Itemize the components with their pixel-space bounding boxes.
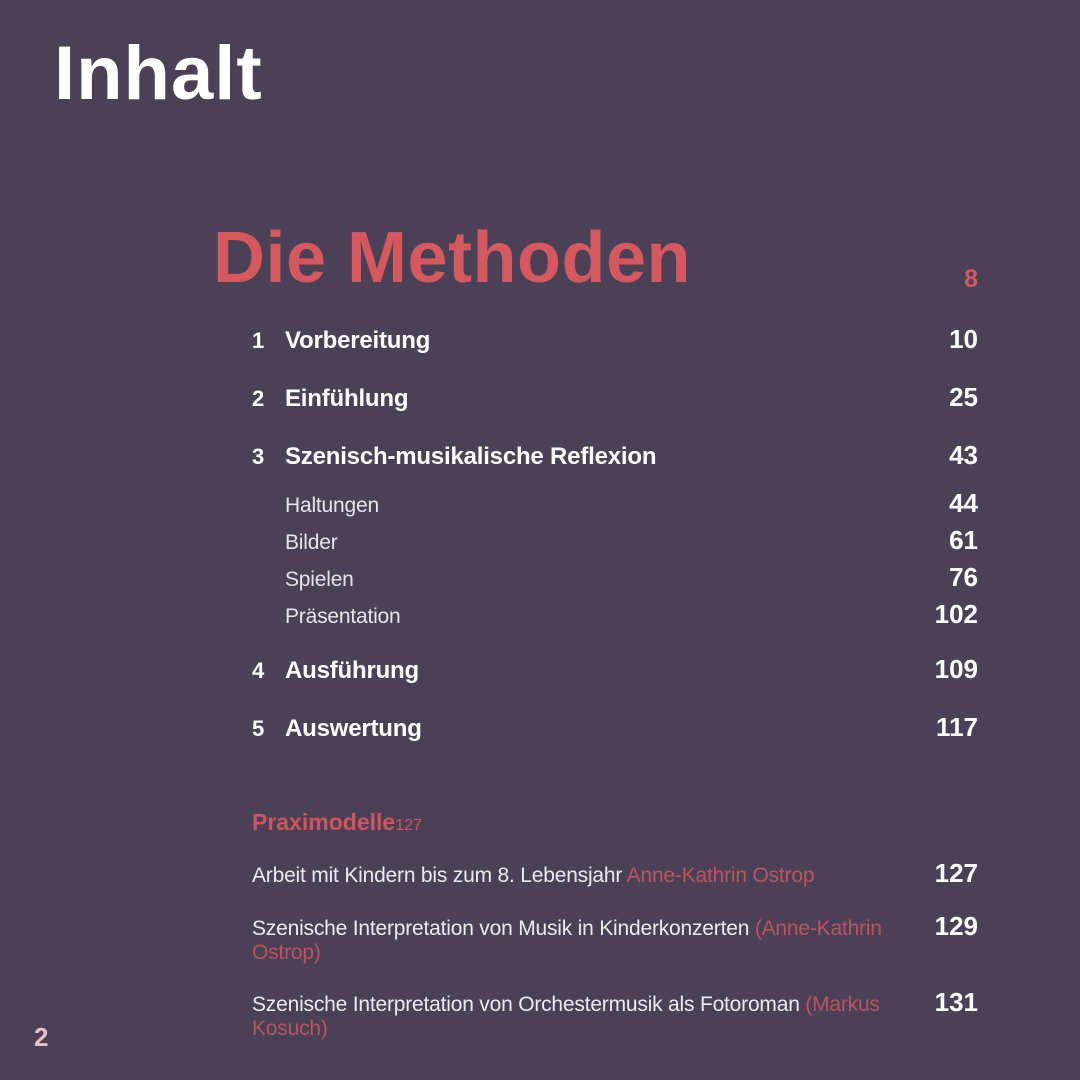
toc-entry-chapter-4[interactable] (213, 654, 978, 685)
chapter-page-number: 117 (936, 712, 978, 742)
chapter-number: 4 (252, 658, 265, 683)
chapter-label: Auswertung (285, 715, 422, 742)
subsection-page-number: 76 (949, 562, 978, 592)
chapter-number: 2 (252, 386, 265, 411)
toc-entry-chapter-5[interactable] (213, 712, 978, 743)
toc-entry-subsection[interactable] (213, 488, 978, 519)
praxis-item-label (252, 993, 935, 1041)
chapter-page-number: 43 (949, 440, 978, 470)
praxis-item-author: (Markus Kosuch) (252, 993, 880, 1040)
praxis-item-text: Szenische Interpretation von Musik in Kinderkonzerten (252, 917, 755, 940)
toc-entry-praxis-item[interactable] (213, 911, 978, 965)
chapter-page-number: 10 (949, 324, 978, 354)
table-of-contents (213, 218, 978, 1041)
subsection-page-number: 44 (949, 488, 978, 518)
chapter-page-number: 25 (949, 382, 978, 412)
chapter-number: 3 (252, 444, 265, 469)
subsection-page-number: 102 (934, 599, 978, 629)
chapter-page-number: 109 (934, 654, 978, 684)
chapter-number: 5 (252, 716, 265, 741)
praxis-item-author: (Anne-Kathrin Ostrop) (252, 917, 882, 964)
praxis-item-author: Anne-Kathrin Ostrop (626, 864, 815, 887)
subsection-label: Spielen (285, 568, 354, 591)
praxis-item-page-number: 131 (934, 987, 978, 1017)
toc-entry-praxis-item[interactable] (213, 858, 978, 889)
toc-entry-praxis-section[interactable] (213, 809, 978, 836)
praxis-item-label (252, 864, 814, 888)
praxis-item-text: Szenische Interpretation von Orchestermusik als Fotoroman (252, 993, 806, 1016)
chapter-number: 1 (252, 328, 265, 353)
toc-entry-chapter-2[interactable] (213, 382, 978, 413)
praxis-item-page-number: 127 (934, 858, 978, 888)
section-heading-row (213, 218, 978, 298)
subsection-page-number: 61 (949, 525, 978, 555)
chapter-label: Einfühlung (285, 385, 409, 412)
toc-entry-chapter-1[interactable] (213, 324, 978, 355)
toc-entry-subsection[interactable] (213, 562, 978, 593)
toc-entry-praxis-item[interactable] (213, 987, 978, 1041)
section-title[interactable]: Die Methoden (213, 218, 692, 298)
praxis-item-label (252, 917, 935, 965)
subsection-label: Präsentation (285, 605, 401, 628)
chapter-label: Ausführung (285, 657, 419, 684)
subsection-label: Haltungen (285, 494, 379, 517)
toc-entry-chapter-3[interactable] (213, 440, 978, 471)
section-page-number[interactable]: 8 (964, 265, 978, 293)
toc-entry-subsection[interactable] (213, 599, 978, 630)
footer-page-number: 2 (34, 1022, 49, 1052)
subsection-label: Bilder (285, 531, 338, 554)
page-title: Inhalt (54, 31, 263, 116)
praxis-item-text: Arbeit mit Kindern bis zum 8. Lebensjahr (252, 864, 627, 887)
praxis-section-page-number: 127 (395, 817, 422, 834)
toc-entry-subsection[interactable] (213, 525, 978, 556)
chapter-label: Szenisch-musikalische Reflexion (285, 443, 657, 470)
praxis-section-title: Praximodelle (252, 809, 396, 835)
chapter-label: Vorbereitung (285, 327, 431, 354)
praxis-item-page-number: 129 (934, 911, 978, 941)
